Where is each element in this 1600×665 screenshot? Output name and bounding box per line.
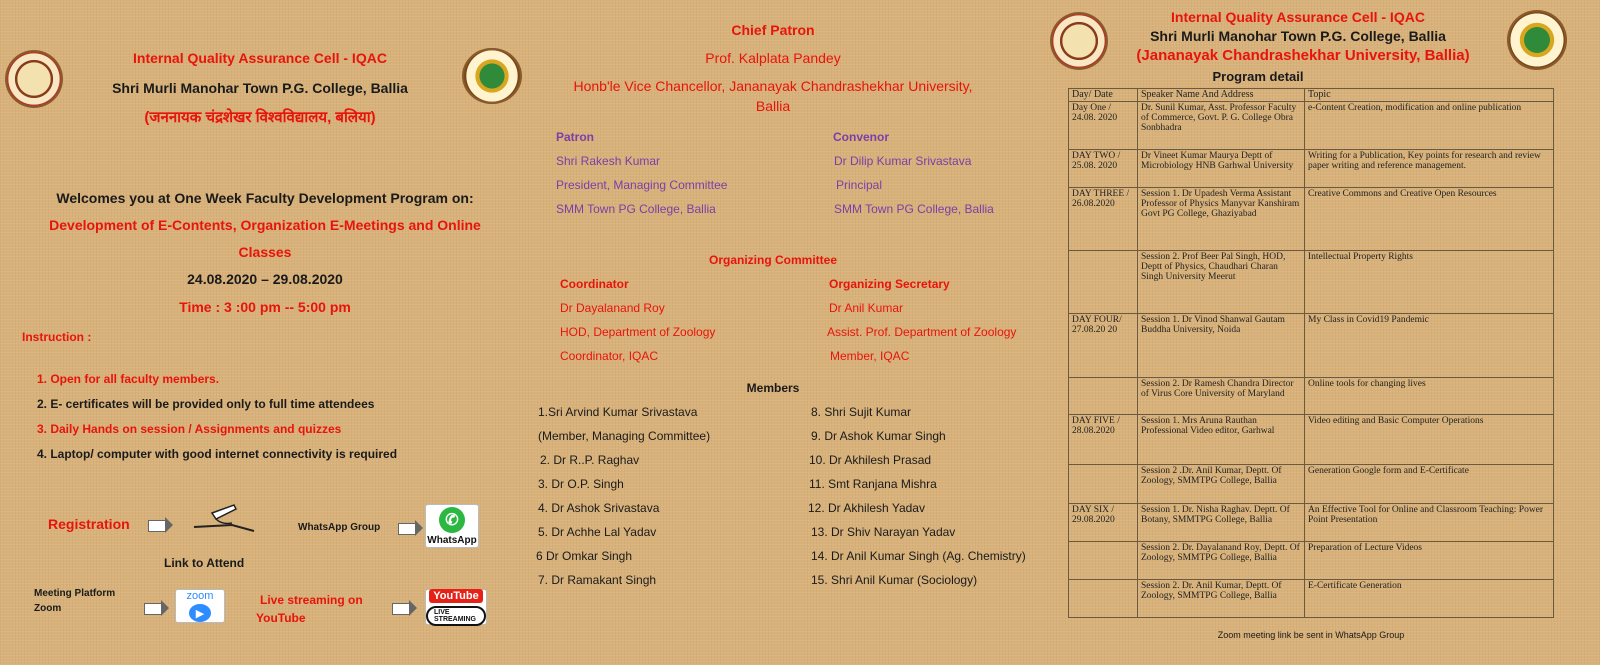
program-topic-line2: Classes — [238, 244, 292, 260]
table-row — [1069, 580, 1554, 618]
member-right-8: 15. Shri Anil Kumar (Sociology) — [811, 573, 978, 587]
header-topic: Topic — [1305, 89, 1554, 102]
member-right-3: 10. Dr Akhilesh Prasad — [809, 453, 932, 467]
row-speaker: Session 2. Dr. Anil Kumar, Deptt. Of Zoology, SMMTPG College, Ballia — [1138, 580, 1305, 618]
program-time: Time : 3 :00 pm -- 5:00 pm — [179, 299, 351, 315]
table-row — [1069, 542, 1554, 580]
coordinator-line-2: HOD, Department of Zoology — [560, 325, 716, 339]
whatsapp-arrow-icon — [398, 523, 416, 535]
row-day — [1069, 465, 1138, 504]
row-day — [1069, 542, 1138, 580]
row-speaker: Session 2. Prof Beer Pal Singh, HOD, Deptt of Physics, Chaudhari Charan Singh University Meerut — [1138, 251, 1305, 314]
table-row — [1069, 378, 1554, 415]
welcome-text: Welcomes you at One Week Faculty Development Program on: — [56, 190, 474, 206]
row-day: DAY SIX / 29.08.2020 — [1069, 504, 1138, 542]
zoom-arrow-icon — [144, 603, 162, 615]
row-topic: An Effective Tool for Online and Classroom Teaching: Power Point Presentation — [1305, 504, 1554, 542]
member-left-4: 3. Dr O.P. Singh — [538, 477, 624, 491]
row-topic: Video editing and Basic Computer Operations — [1305, 415, 1554, 465]
row-speaker: Session 2. Dr. Dayalanand Roy, Deptt. Of Zoology, SMMTPG College, Ballia — [1138, 542, 1305, 580]
youtube-button[interactable] — [425, 589, 487, 625]
instruction-3: 3. Daily Hands on session / Assignments and quizzes — [37, 422, 342, 436]
chief-patron-heading: Chief Patron — [731, 22, 815, 38]
university-seal-left — [462, 48, 522, 104]
table-header-row — [1069, 89, 1554, 102]
right-college-name: Shri Murli Manohar Town P.G. College, Ballia — [1150, 28, 1446, 44]
right-university-name: (Jananayak Chandrashekhar University, Ballia) — [1136, 47, 1470, 64]
meeting-platform-line2: Zoom — [34, 603, 62, 614]
zoom-button[interactable] — [175, 589, 225, 623]
member-right-5: 12. Dr Akhilesh Yadav — [808, 501, 925, 515]
member-right-4: 11. Smt Ranjana Mishra — [809, 477, 937, 491]
program-dates: 24.08.2020 – 29.08.2020 — [187, 271, 343, 287]
members-heading: Members — [746, 381, 800, 395]
secretary-line-1: Dr Anil Kumar — [829, 301, 904, 315]
patron-line-3: SMM Town PG College, Ballia — [556, 202, 716, 216]
signing-hand-icon[interactable] — [192, 503, 258, 535]
link-to-attend: Link to Attend — [164, 556, 245, 570]
row-topic: My Class in Covid19 Pandemic — [1305, 314, 1554, 378]
member-right-2: 9. Dr Ashok Kumar Singh — [811, 429, 946, 443]
table-row — [1069, 150, 1554, 188]
whatsapp-icon: ✆ — [439, 507, 465, 533]
member-left-1: 1.Sri Arvind Kumar Srivastava — [538, 405, 698, 419]
table-row — [1069, 465, 1554, 504]
member-left-5: 4. Dr Ashok Srivastava — [538, 501, 660, 515]
row-day: DAY TWO / 25.08. 2020 — [1069, 150, 1138, 188]
member-left-3: 2. Dr R..P. Raghav — [540, 453, 640, 467]
secretary-line-3: Member, IQAC — [830, 349, 910, 363]
patron-line-2: President, Managing Committee — [556, 178, 728, 192]
live-streaming-line2: YouTube — [256, 611, 306, 625]
row-topic: Preparation of Lecture Videos — [1305, 542, 1554, 580]
member-right-7: 14. Dr Anil Kumar Singh (Ag. Chemistry) — [811, 549, 1026, 563]
instruction-2: 2. E- certificates will be provided only to full time attendees — [37, 397, 375, 411]
left-university-hindi: (जननायक चंद्रशेखर विश्वविद्यालय, बलिया) — [144, 109, 376, 126]
member-left-8: 7. Dr Ramakant Singh — [538, 573, 657, 587]
zoom-tile-label: zoom — [186, 590, 214, 602]
registration-arrow-icon — [148, 520, 166, 532]
right-org-title: Internal Quality Assurance Cell - IQAC — [1171, 9, 1425, 25]
header-speaker: Speaker Name And Address — [1138, 89, 1305, 102]
row-day: DAY THREE / 26.08.2020 — [1069, 188, 1138, 251]
live-streaming-badge: LIVE STREAMING — [426, 606, 486, 626]
whatsapp-group-label: WhatsApp Group — [298, 522, 381, 533]
program-topic-line1: Development of E-Contents, Organization E-Meetings and Online — [49, 217, 481, 233]
coordinator-line-3: Coordinator, IQAC — [560, 349, 659, 363]
row-day — [1069, 580, 1138, 618]
left-college-name: Shri Murli Manohar Town P.G. College, Ballia — [112, 80, 408, 96]
organizing-committee-heading: Organizing Committee — [708, 253, 837, 267]
row-topic: Intellectual Property Rights — [1305, 251, 1554, 314]
table-row — [1069, 251, 1554, 314]
convenor-line-2: Principal — [836, 178, 883, 192]
row-speaker: Dr. Sunil Kumar, Asst. Professor Faculty of Commerce, Govt. P. G. College Obra Sonbhadra — [1138, 102, 1305, 150]
program-schedule-table — [1068, 88, 1554, 618]
table-row — [1069, 314, 1554, 378]
member-left-2: (Member, Managing Committee) — [538, 429, 711, 443]
convenor-line-3: SMM Town PG College, Ballia — [834, 202, 994, 216]
whatsapp-button[interactable] — [425, 504, 479, 548]
header-day-date: Day/ Date — [1069, 89, 1138, 102]
row-speaker: Dr Vineet Kumar Maurya Deptt of Microbiology HNB Garhwal University — [1138, 150, 1305, 188]
instruction-heading: Instruction : — [22, 330, 92, 344]
row-day: Day One / 24.08. 2020 — [1069, 102, 1138, 150]
row-speaker: Session 1. Mrs Aruna Rauthan Professional Video editor, Garhwal — [1138, 415, 1305, 465]
member-right-6: 13. Dr Shiv Narayan Yadav — [811, 525, 956, 539]
row-speaker: Session 2 .Dr. Anil Kumar, Deptt. Of Zoology, SMMTPG College, Ballia — [1138, 465, 1305, 504]
convenor-heading: Convenor — [833, 130, 890, 144]
patron-heading: Patron — [556, 130, 595, 144]
table-row — [1069, 504, 1554, 542]
instruction-4: 4. Laptop/ computer with good internet connectivity is required — [37, 447, 398, 461]
zoom-camera-icon: ▶ — [189, 604, 211, 622]
table-row — [1069, 102, 1554, 150]
member-left-7: 6 Dr Omkar Singh — [536, 549, 633, 563]
member-right-1: 8. Shri Sujit Kumar — [811, 405, 912, 419]
row-topic: Generation Google form and E-Certificate — [1305, 465, 1554, 504]
table-row — [1069, 415, 1554, 465]
university-seal-right — [1507, 10, 1567, 70]
row-topic: Writing for a Publication, Key points for research and review paper writing and reference management. — [1305, 150, 1554, 188]
row-speaker: Session 1. Dr Upadesh Verma Assistant Professor of Physics Manyvar Kanshiram Govt PG College, Ghaziyabad — [1138, 188, 1305, 251]
youtube-logo-icon: YouTube — [429, 589, 482, 603]
convenor-line-1: Dr Dilip Kumar Srivastava — [834, 154, 972, 168]
row-topic: Online tools for changing lives — [1305, 378, 1554, 415]
meeting-platform-line1: Meeting Platform — [34, 588, 116, 599]
live-streaming-line1: Live streaming on — [260, 593, 363, 607]
college-emblem-left — [5, 50, 63, 108]
patron-line-1: Shri Rakesh Kumar — [556, 154, 661, 168]
whatsapp-tile-label: WhatsApp — [427, 534, 477, 546]
program-detail-heading: Program detail — [1212, 69, 1304, 84]
youtube-arrow-icon — [392, 603, 410, 615]
secretary-heading: Organizing Secretary — [829, 277, 950, 291]
row-day — [1069, 378, 1138, 415]
left-org-title: Internal Quality Assurance Cell - IQAC — [133, 50, 387, 66]
registration-label[interactable]: Registration — [48, 516, 130, 532]
row-day: DAY FIVE / 28.08.2020 — [1069, 415, 1138, 465]
chief-patron-name: Prof. Kalplata Pandey — [705, 50, 841, 66]
row-topic: Creative Commons and Creative Open Resources — [1305, 188, 1554, 251]
row-topic: e-Content Creation, modification and online publication — [1305, 102, 1554, 150]
row-speaker: Session 1. Dr Vinod Shanwal Gautam Buddha University, Noida — [1138, 314, 1305, 378]
row-speaker: Session 1. Dr. Nisha Raghav. Deptt. Of Botany, SMMTPG College, Ballia — [1138, 504, 1305, 542]
coordinator-heading: Coordinator — [560, 277, 629, 291]
row-day — [1069, 251, 1138, 314]
row-day: DAY FOUR/ 27.08.20 20 — [1069, 314, 1138, 378]
row-speaker: Session 2. Dr Ramesh Chandra Director of Virus Core University of Maryland — [1138, 378, 1305, 415]
chief-patron-role-line2: Ballia — [755, 98, 791, 114]
table-row — [1069, 188, 1554, 251]
row-topic: E-Certificate Generation — [1305, 580, 1554, 618]
zoom-link-note: Zoom meeting link be sent in WhatsApp Group — [1217, 630, 1405, 640]
secretary-line-2: Assist. Prof. Department of Zoology — [827, 325, 1017, 339]
instruction-1: 1. Open for all faculty members. — [37, 372, 220, 386]
member-left-6: 5. Dr Achhe Lal Yadav — [538, 525, 657, 539]
chief-patron-role-line1: Honb'le Vice Chancellor, Jananayak Chandrashekhar University, — [573, 78, 973, 94]
coordinator-line-1: Dr Dayalanand Roy — [560, 301, 665, 315]
